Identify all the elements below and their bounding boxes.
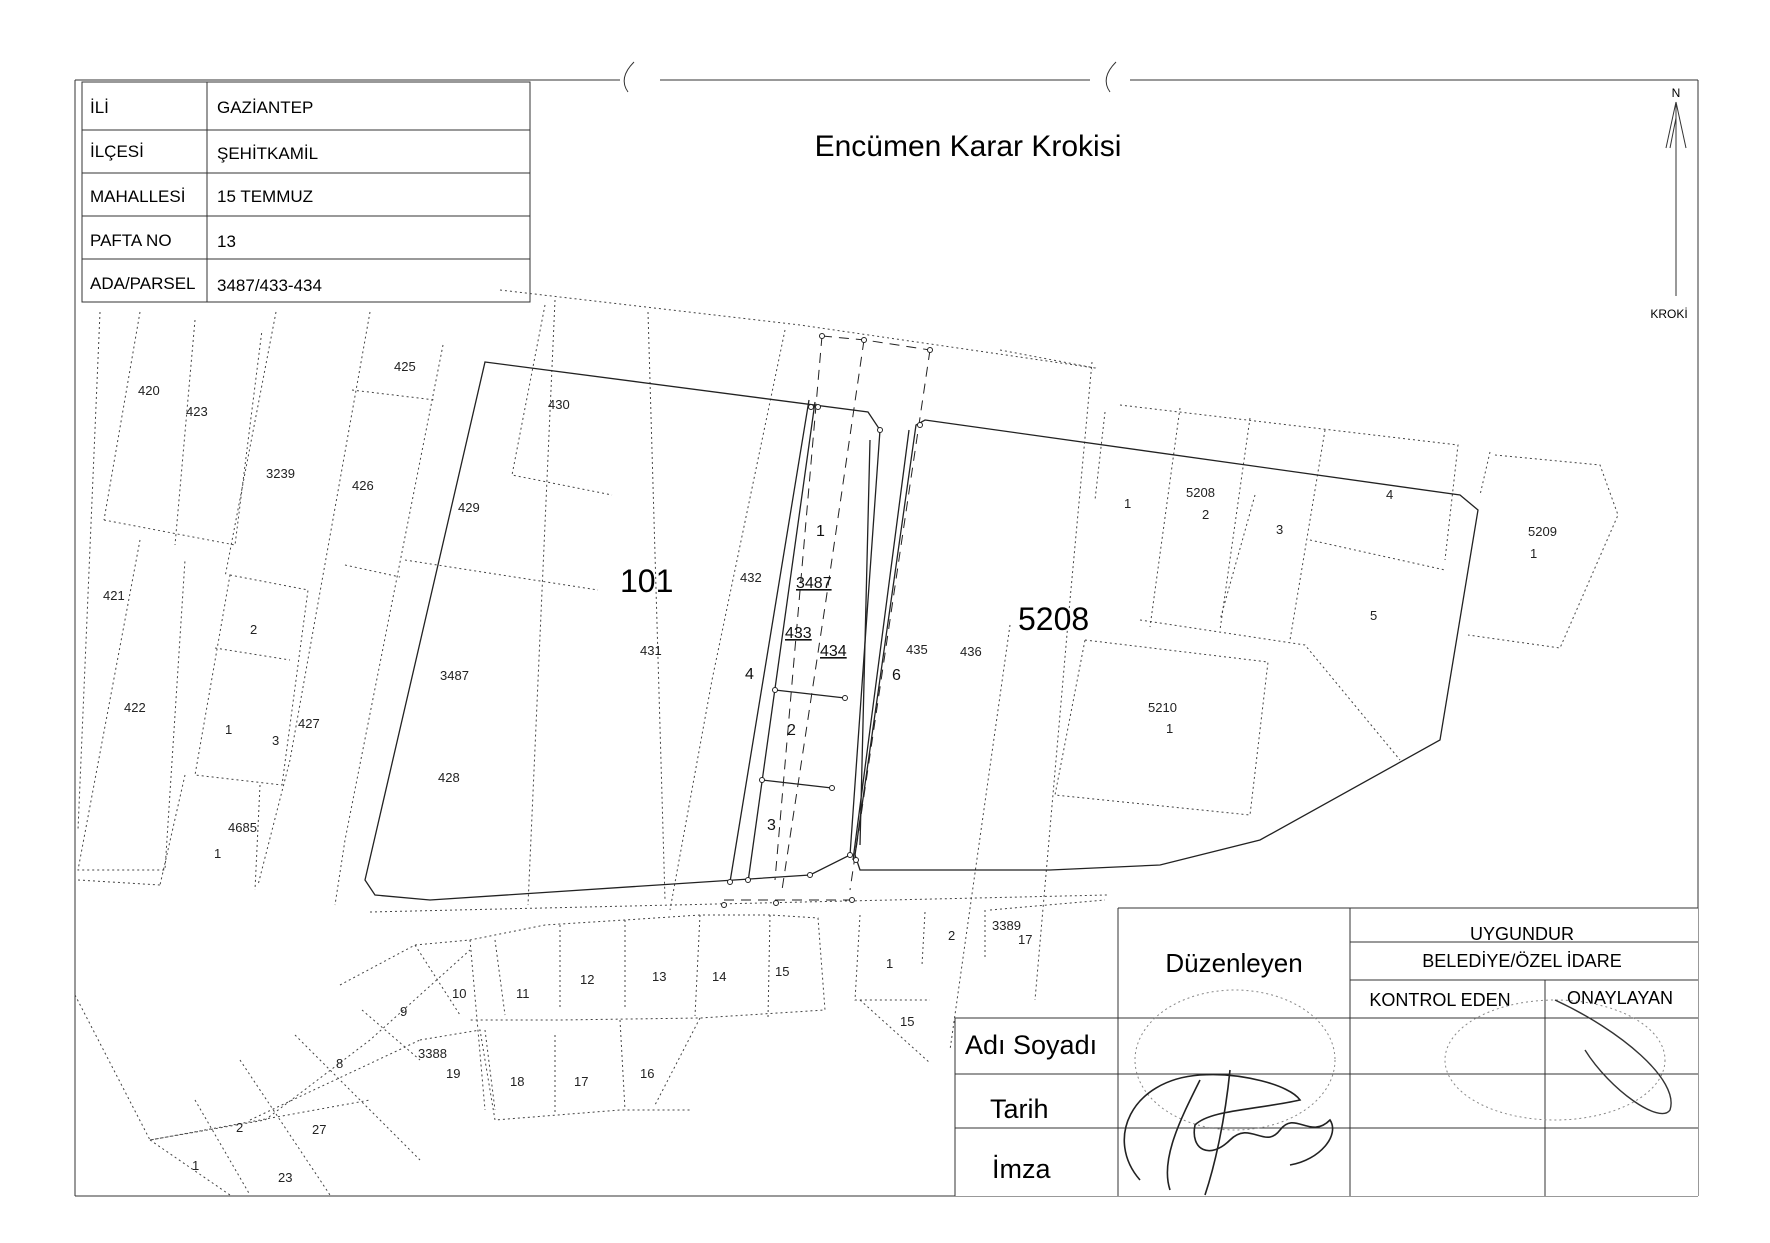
uygundur-label: UYGUNDUR (1469, 924, 1575, 944)
parcel-1-south: 1 (886, 956, 894, 971)
parcel-3487: 3487 (440, 668, 469, 683)
parcel-3388: 3388 (418, 1046, 447, 1061)
parcel-426: 426 (352, 478, 374, 493)
parcel-425: 425 (394, 359, 416, 374)
parcel-432: 432 (740, 570, 762, 585)
strip-parcel-1: 1 (816, 523, 825, 540)
parcel-12: 12 (580, 972, 595, 987)
pafta-value: 13 (217, 232, 236, 251)
strip-parcel-4: 4 (745, 666, 754, 683)
parcel-15-south: 15 (900, 1014, 915, 1029)
duzenleyen-label: Düzenleyen (1165, 948, 1303, 978)
parcel-3-east: 3 (1276, 522, 1284, 537)
parcel-1-4685: 1 (214, 846, 222, 861)
parcel-2-sw: 2 (236, 1120, 244, 1135)
belediye-label: BELEDİYE/ÖZEL İDARE (1422, 951, 1622, 971)
parcel-13: 13 (652, 969, 667, 984)
ilce-label: İLÇESİ (90, 142, 144, 161)
parcel-3239: 3239 (266, 466, 295, 481)
block-5208-label: 5208 (1018, 601, 1090, 637)
parcel-15: 15 (775, 964, 790, 979)
subdivision-lines (762, 690, 845, 788)
parcel-14: 14 (712, 969, 727, 984)
ilce-value: ŞEHİTKAMİL (217, 144, 319, 163)
strip-parcel-6: 6 (892, 667, 901, 684)
parcel-10: 10 (452, 986, 467, 1001)
parcel-23: 23 (278, 1170, 293, 1185)
strip-parcel-2: 2 (787, 722, 796, 739)
parcel-3389: 3389 (992, 918, 1021, 933)
parcel-1-east: 1 (1124, 496, 1132, 511)
parcel-5210-1: 1 (1166, 721, 1174, 736)
adi-soyadi-label: Adı Soyadı (965, 1030, 1098, 1060)
il-value: GAZİANTEP (217, 98, 314, 117)
imza-label: İmza (992, 1154, 1051, 1184)
strip-label-433: 433 (785, 625, 812, 642)
parcel-5208-east: 5208 (1186, 485, 1215, 500)
parcel-422: 422 (124, 700, 146, 715)
parcel-2-west: 2 (250, 622, 258, 637)
tarih-label: Tarih (990, 1094, 1049, 1124)
parcel-9: 9 (400, 1004, 408, 1019)
parcel-423: 423 (186, 404, 208, 419)
control-points (722, 334, 933, 908)
road-lines (724, 336, 930, 900)
parcel-4-east: 4 (1386, 487, 1394, 502)
parcel-5209: 5209 (1528, 524, 1557, 539)
parcel-5210: 5210 (1148, 700, 1177, 715)
north-letter: N (1671, 86, 1681, 100)
parcel-19: 19 (446, 1066, 461, 1081)
parcel-5209-1: 1 (1530, 546, 1538, 561)
parcel-428: 428 (438, 770, 460, 785)
parcel-4685: 4685 (228, 820, 257, 835)
info-table (82, 82, 530, 302)
parcel-420: 420 (138, 383, 160, 398)
parcel-8: 8 (336, 1056, 344, 1071)
parcel-431: 431 (640, 643, 662, 658)
strip-label-434: 434 (820, 643, 847, 660)
parcel-429: 429 (458, 500, 480, 515)
il-label: İLİ (90, 98, 109, 117)
parcel-2-south: 2 (948, 928, 956, 943)
parcel-16: 16 (640, 1066, 655, 1081)
block-5208-outline (855, 420, 1478, 870)
parcel-1-sw: 1 (192, 1158, 200, 1173)
signature-block (955, 908, 1698, 1196)
parcel-18: 18 (510, 1074, 525, 1089)
block-boundaries (365, 362, 1478, 900)
north-arrow-icon (1666, 102, 1686, 296)
pafta-label: PAFTA NO (90, 231, 172, 250)
ada-parsel-label: ADA/PARSEL (90, 274, 196, 293)
strip-parcel-3: 3 (767, 817, 776, 834)
parcel-435: 435 (906, 642, 928, 657)
parcel-427: 427 (298, 716, 320, 731)
block-101-label: 101 (620, 563, 674, 599)
parcel-436: 436 (960, 644, 982, 659)
kroki-label: KROKİ (1650, 307, 1688, 321)
parcel-2-east: 2 (1202, 507, 1210, 522)
parcel-27: 27 (312, 1122, 327, 1137)
parcel-17-south: 17 (1018, 932, 1033, 947)
mahalle-value: 15 TEMMUZ (217, 187, 314, 206)
parcel-11: 11 (516, 986, 530, 1001)
sheet-title: Encümen Karar Krokisi (814, 130, 1122, 163)
parcel-421: 421 (103, 588, 125, 603)
parcel-17: 17 (574, 1074, 589, 1089)
mahalle-label: MAHALLESİ (90, 187, 186, 206)
parcel-5-east: 5 (1370, 608, 1378, 623)
kontrol-eden-label: KONTROL EDEN (1369, 990, 1511, 1010)
strip-label-3487: 3487 (796, 575, 832, 592)
parcel-3-west: 3 (272, 733, 280, 748)
ada-parsel-value: 3487/433-434 (217, 276, 322, 295)
parcel-430: 430 (548, 397, 570, 412)
parcel-1-west: 1 (225, 722, 233, 737)
north-arrow (1650, 86, 1687, 321)
onaylayan-label: ONAYLAYAN (1566, 988, 1674, 1008)
